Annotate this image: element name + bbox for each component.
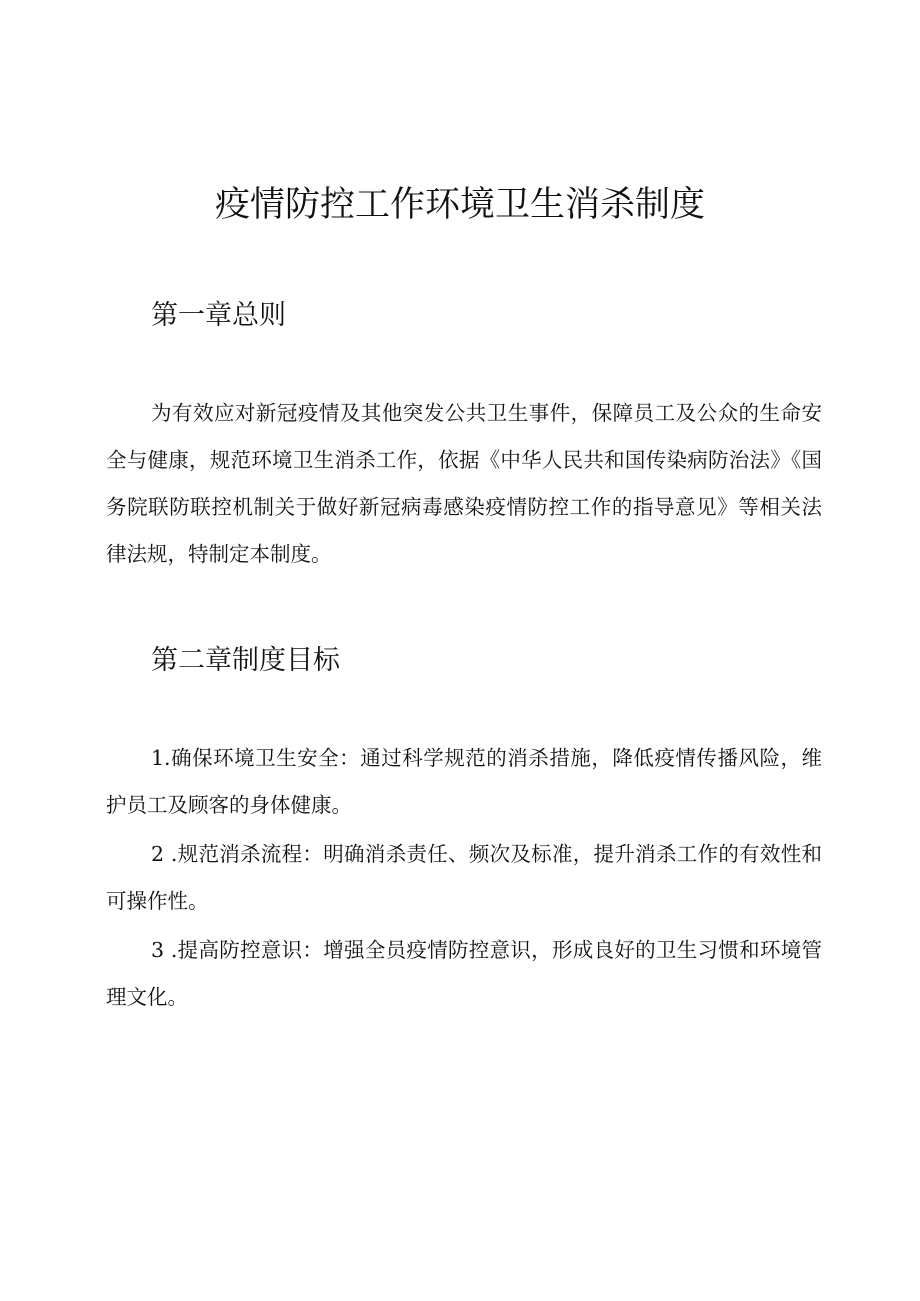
goal-item-2: 2 .规范消杀流程：明确消杀责任、频次及标准，提升消杀工作的有效性和可操作性。 [106,842,822,913]
goal-item-1: 1.确保环境卫生安全：通过科学规范的消杀措施，降低疫情传播风险，维护员工及顾客的身体健康。 [106,746,822,817]
goal-item-3: 3 .提高防控意识：增强全员疫情防控意识，形成良好的卫生习惯和环境管理文化。 [106,938,822,1009]
document-title: 疫情防控工作环境卫生消杀制度 [214,185,705,225]
chapter-1-heading: 第一章总则 [151,300,286,331]
chapter-2-heading: 第二章制度目标 [151,645,340,676]
chapter-1-paragraph: 为有效应对新冠疫情及其他突发公共卫生事件，保障员工及公众的生命安全与健康，规范环境卫生消杀工作，依据《中华人民共和国传染病防治法》《国务院联防联控机制关于做好新冠病毒感染疫情防控工作的指导意见》等相关法律法规，特制定本制度。 [106,401,822,566]
